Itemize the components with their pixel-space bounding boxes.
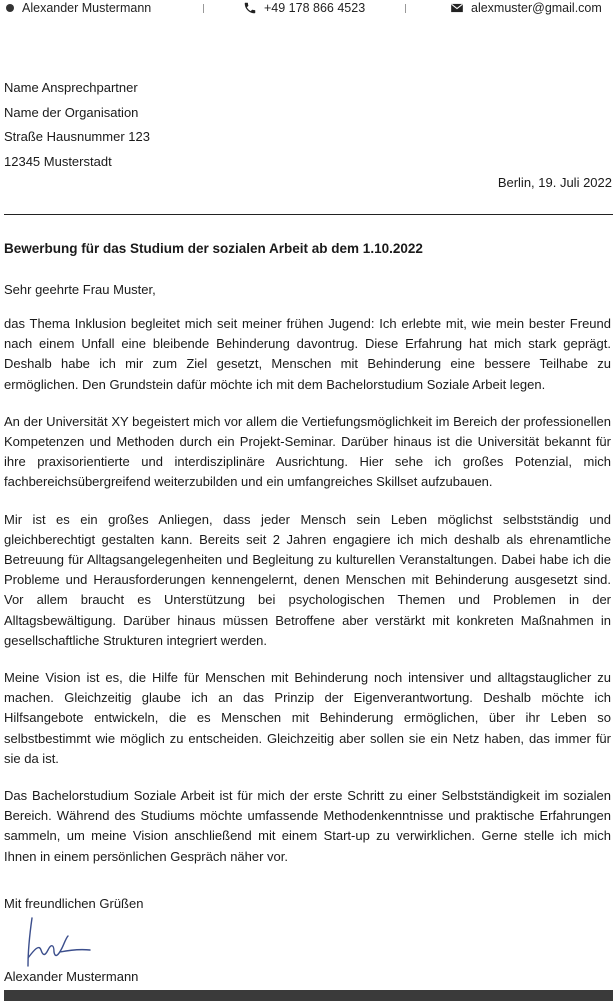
body-paragraph: das Thema Inklusion begleitet mich seit meiner frühen Jugend: Ich erlebte mit, wie mein bester Freund nach einem Unfall eine bleibende Behinderung davontrug. Diese Erfahrung hat mich stark geprägt. Deshalb habe ich mir zum Ziel gesetzt, Menschen mit Behinderung eine bessere Teilhabe zu ermöglichen. Den Grundstein dafür möchte ich mit dem Bachelorstudium Soziale Arbeit legen.: [4, 316, 611, 392]
recipient-address: [4, 76, 150, 174]
footer-bar: [4, 990, 613, 1001]
header-email: [450, 1, 602, 15]
header-separator: [203, 4, 204, 13]
body-paragraph: Das Bachelorstudium Soziale Arbeit ist für mich der erste Schritt zu einer Selbstständigkeit im sozialen Bereich. Während des Studiums möchte umfassende Methodenkenntnisse und praktische Erfahrungen sammeln, um meine Vision anschließend mit einem Start-up zu verwirklichen. Gerne stelle ich mich Ihnen in einem persönlichen Gespräch näher vor.: [4, 788, 611, 864]
divider: [4, 214, 613, 215]
body-paragraph: Mir ist es ein großes Anliegen, dass jeder Mensch sein Leben möglichst selbstständig und gleichberechtigt gestalten kann. Bereits seit 2 Jahren engagiere ich mich deshalb als ehrenamtliche Betreuung für Alltagsangelegenheiten und Begleitung zu kulturellen Veranstaltungen. Dabei habe ich die Probleme und Herausforderungen kennengelernt, denen Menschen mit Behinderung ausgesetzt sind. Vor allem braucht es Unterstützung bei psychologischen Themen und Problemen in der Alltagsbewältigung. Darüber hinaus müssen Betroffene aber verstärkt mit konkreten Maßnahmen in gesellschaftliche Strukturen integriert werden.: [4, 511, 611, 648]
user-dot-icon: [6, 4, 14, 12]
letter-subject: Bewerbung für das Studium der sozialen Arbeit ab dem 1.10.2022: [4, 241, 423, 256]
signer-name: Alexander Mustermann: [4, 969, 139, 984]
closing: Mit freundlichen Grüßen: [4, 896, 144, 911]
header-separator: [405, 4, 406, 13]
body-paragraph: Meine Vision ist es, die Hilfe für Menschen mit Behinderung noch intensiver und alltagstauglicher zu machen. Gleichzeitig glaube ich an das Prinzip der Eigenverantwortung. Deshalb möchte ich Hilfsangebote entwickeln, die es Menschen mit Behinderung ermöglichen, über ihr Leben so selbstbestimmt wie möglich zu entscheiden. Gleichzeitig aber sollen sie ein Netz haben, das immer für sie da ist.: [4, 670, 611, 766]
salutation: Sehr geehrte Frau Muster,: [4, 282, 156, 297]
recipient-city: 12345 Musterstadt: [4, 153, 112, 169]
recipient-street: Straße Hausnummer 123: [4, 129, 150, 144]
header-email-text: alexmuster@gmail.com: [471, 1, 602, 15]
signature-image: [14, 914, 94, 970]
envelope-icon: [450, 1, 464, 15]
letter-body: [4, 314, 611, 884]
body-paragraph: An der Universität XY begeistert mich vor allem die Vertiefungsmöglichkeit im Bereich der professionellen Kompetenzen und Methoden durch ein Projekt-Seminar. Darüber hinaus ist die Universität bekannt für ihre praxisorientierte und interdisziplinäre Ausrichtung. Hier sehe ich großes Potenzial, mich fachbereichsübergreifend weiterzubilden und ein umfangreiches Skillset aufzubauen.: [4, 413, 611, 490]
header-phone-text: +49 178 866 4523: [264, 1, 366, 15]
header-name-text: Alexander Mustermann: [22, 1, 152, 15]
letter-date: Berlin, 19. Juli 2022: [497, 175, 612, 190]
phone-icon: [243, 1, 257, 15]
header-name: [6, 1, 151, 15]
contact-header: [0, 0, 616, 18]
recipient-organization: Name der Organisation: [4, 104, 139, 120]
recipient-contact: Name Ansprechpartner: [4, 80, 138, 95]
header-phone: [243, 1, 365, 15]
